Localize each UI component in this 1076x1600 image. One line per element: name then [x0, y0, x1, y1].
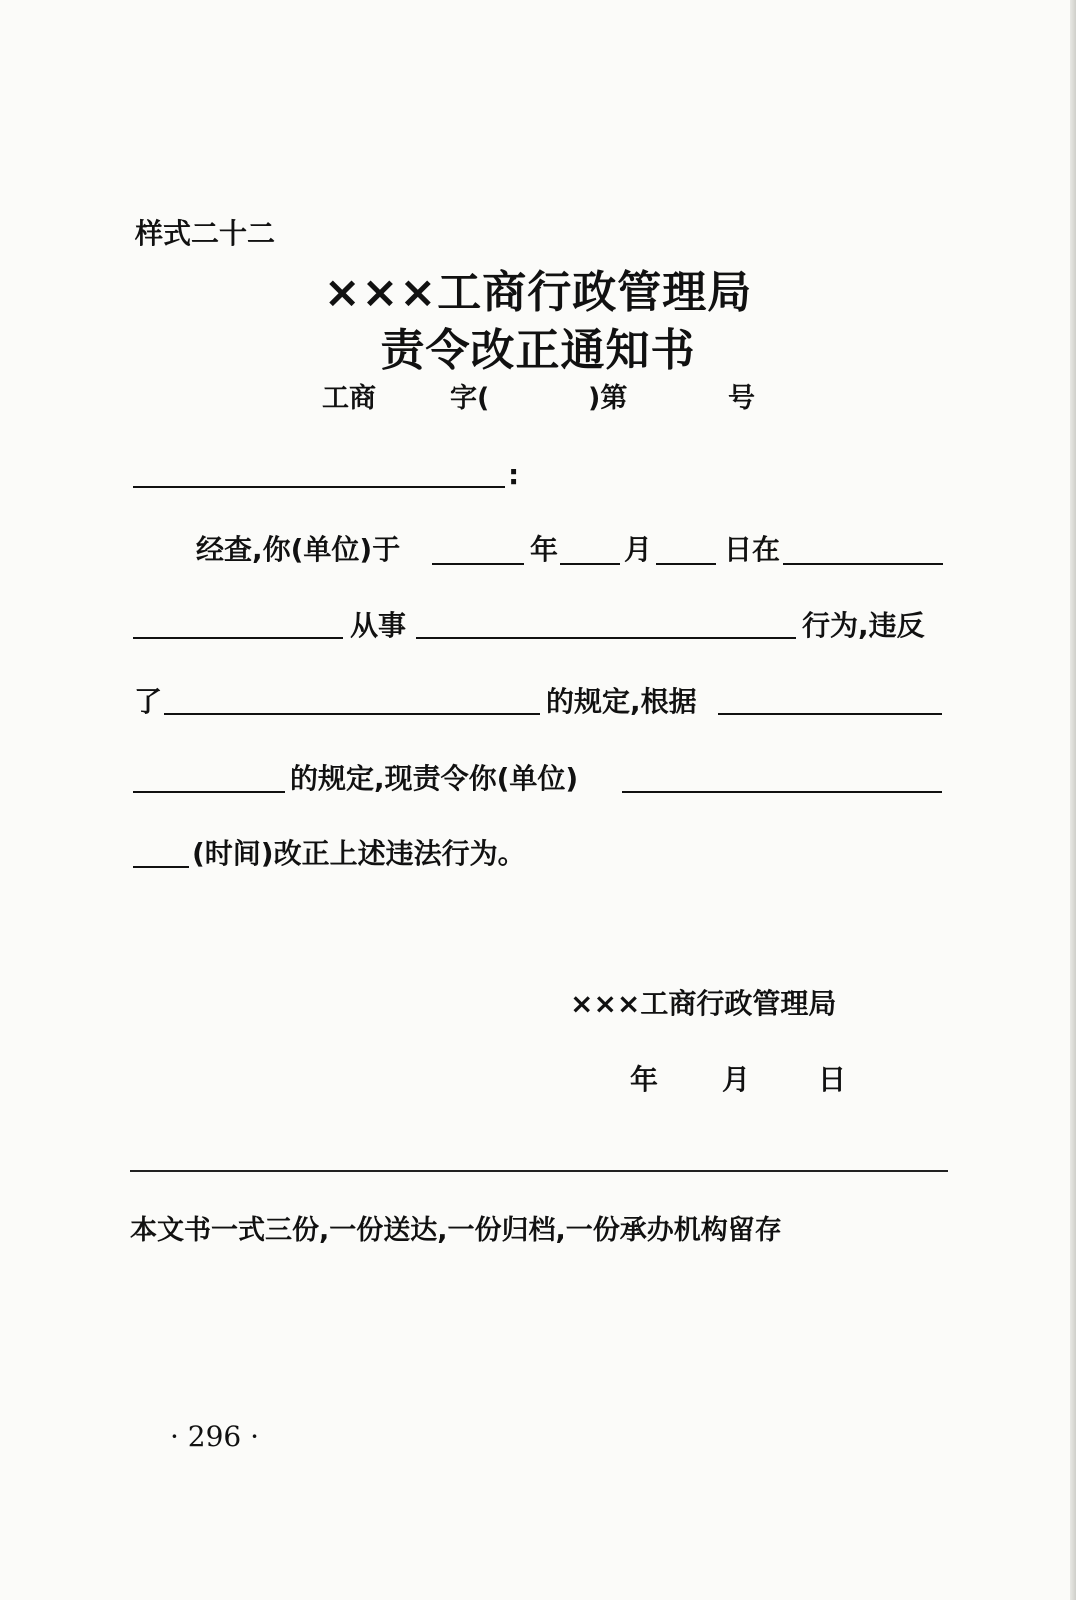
- day-at-label: 日在: [724, 533, 781, 566]
- page-number: · 296 ·: [170, 1420, 260, 1453]
- body-intro-text: 经查,你(单位)于: [196, 533, 401, 566]
- addressee-blank[interactable]: [133, 486, 505, 488]
- doc-number-hao: 号: [728, 383, 755, 414]
- doc-number-prefix: 工商: [322, 383, 376, 414]
- order-label: 的规定,现责令你(单位): [290, 762, 579, 795]
- month-label: 月: [624, 533, 653, 566]
- legal-basis-blank[interactable]: [718, 713, 942, 715]
- doc-number-zi: 字(: [450, 383, 490, 414]
- month-blank[interactable]: [560, 563, 620, 565]
- footer-divider: [130, 1170, 948, 1172]
- behavior-blank[interactable]: [416, 637, 796, 639]
- rule-basis-label: 的规定,根据: [546, 685, 697, 718]
- location-blank-continued[interactable]: [133, 637, 343, 639]
- order-blank[interactable]: [622, 791, 942, 793]
- violate-label: 行为,违反: [802, 609, 925, 642]
- violated-regulation-blank[interactable]: [164, 713, 540, 715]
- engage-label: 从事: [350, 609, 407, 642]
- doc-number-di: )第: [588, 383, 628, 414]
- time-blank[interactable]: [133, 866, 189, 868]
- signature-month: 月: [722, 1063, 751, 1096]
- location-blank[interactable]: [783, 563, 943, 565]
- le-label: 了: [134, 685, 163, 718]
- document-title: 责令改正通知书: [380, 325, 696, 376]
- legal-basis-blank-continued[interactable]: [133, 791, 285, 793]
- document-title-authority: ×××工商行政管理局: [323, 267, 753, 318]
- footer-note: 本文书一式三份,一份送达,一份归档,一份承办机构留存: [130, 1215, 782, 1246]
- signature-day: 日: [818, 1063, 847, 1096]
- page-edge-shadow: [1070, 0, 1076, 1600]
- signature-authority: ×××工商行政管理局: [570, 987, 837, 1020]
- year-label: 年: [530, 533, 559, 566]
- day-blank[interactable]: [656, 563, 716, 565]
- form-number: 样式二十二: [135, 217, 276, 250]
- signature-year: 年: [630, 1063, 659, 1096]
- year-blank[interactable]: [432, 563, 524, 565]
- addressee-colon: :: [508, 458, 520, 491]
- correct-label: (时间)改正上述违法行为。: [192, 837, 526, 870]
